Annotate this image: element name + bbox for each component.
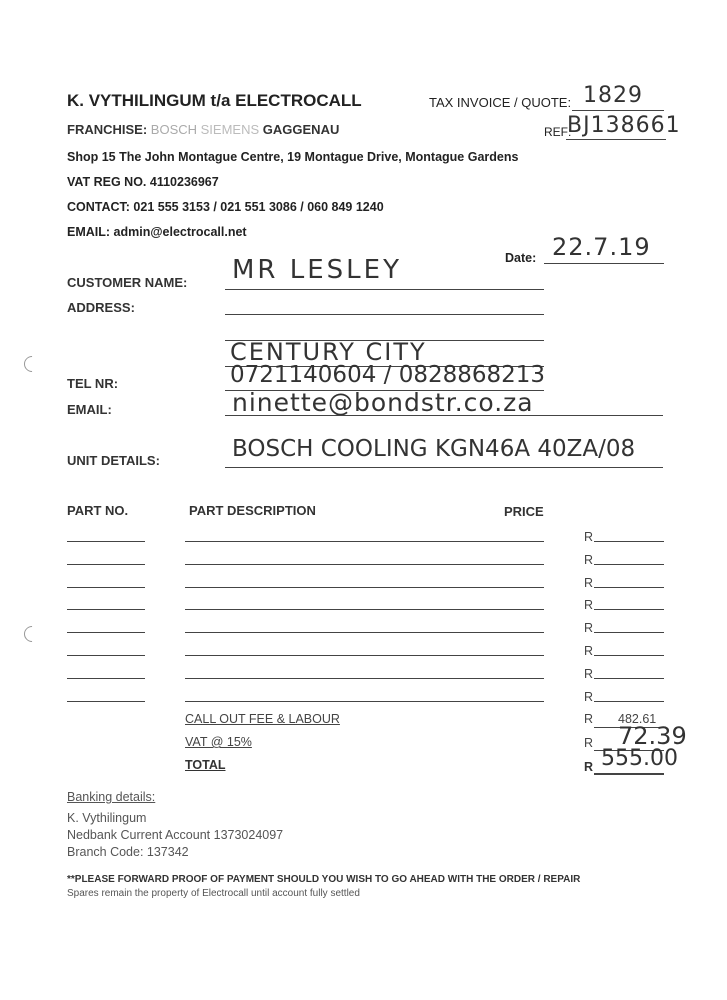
price-currency: R bbox=[584, 644, 594, 658]
price-currency: R bbox=[584, 553, 594, 567]
email-line bbox=[225, 415, 663, 416]
part-description-line bbox=[185, 632, 544, 633]
part-description-line bbox=[185, 541, 544, 542]
price-header: PRICE bbox=[504, 504, 544, 519]
part-no-line bbox=[67, 587, 145, 588]
customer-name-line bbox=[225, 289, 544, 290]
part-description-line bbox=[185, 609, 544, 610]
tel-value: 0721140604 / 0828868213 bbox=[230, 362, 546, 388]
shop-address: Shop 15 The John Montague Centre, 19 Montague Drive, Montague Gardens bbox=[67, 150, 519, 164]
business-name: K. VYTHILINGUM t/a ELECTROCALL bbox=[67, 91, 362, 110]
banking-title: Banking details: bbox=[67, 790, 156, 804]
banking-holder: K. Vythilingum bbox=[67, 811, 147, 825]
customer-name-value: MR LESLEY bbox=[232, 255, 402, 285]
price-line bbox=[594, 609, 664, 610]
vat-label: VAT @ 15% bbox=[185, 735, 252, 749]
ref-line bbox=[566, 139, 666, 140]
part-no-line bbox=[67, 678, 145, 679]
invoice-label: TAX INVOICE / QUOTE: bbox=[429, 95, 572, 110]
part-description-line bbox=[185, 655, 544, 656]
part-no-line bbox=[67, 609, 145, 610]
franchise-gaggenau: GAGGENAU bbox=[262, 122, 340, 137]
price-currency: R bbox=[584, 690, 594, 704]
email-label: EMAIL: bbox=[67, 402, 112, 417]
franchise-siemens: SIEMENS bbox=[200, 122, 260, 137]
part-no-line bbox=[67, 541, 145, 542]
vat-value: 72.39 bbox=[618, 722, 687, 750]
contact-numbers: CONTACT: 021 555 3153 / 021 551 3086 / 060 849 1240 bbox=[67, 200, 384, 214]
banking-branch: Branch Code: 137342 bbox=[67, 845, 189, 859]
email-value: ninette@bondstr.co.za bbox=[232, 388, 534, 417]
address-line-1 bbox=[225, 314, 544, 315]
part-no-line bbox=[67, 655, 145, 656]
price-line bbox=[594, 541, 664, 542]
date-line bbox=[544, 263, 664, 264]
total-currency: R bbox=[584, 760, 594, 774]
payment-notice: **PLEASE FORWARD PROOF OF PAYMENT SHOULD YOU WISH TO GO AHEAD WITH THE ORDER / REPAIR bbox=[67, 874, 581, 885]
price-currency: R bbox=[584, 530, 594, 544]
callout-fee-value: 482.61 bbox=[618, 712, 657, 726]
price-line bbox=[594, 587, 664, 588]
date-value: 22.7.19 bbox=[552, 233, 651, 261]
banking-account: Nedbank Current Account 1373024097 bbox=[67, 828, 284, 842]
part-no-line bbox=[67, 564, 145, 565]
address-label: ADDRESS: bbox=[67, 300, 135, 315]
date-label: Date: bbox=[505, 251, 537, 265]
invoice-number-line bbox=[572, 110, 664, 111]
franchise-bosch: BOSCH bbox=[150, 122, 198, 137]
price-line bbox=[594, 564, 664, 565]
vat-reg: VAT REG NO. 4110236967 bbox=[67, 175, 219, 189]
price-line bbox=[594, 632, 664, 633]
part-description-line bbox=[185, 564, 544, 565]
price-currency: R bbox=[584, 598, 594, 612]
invoice-number: 1829 bbox=[583, 83, 643, 108]
franchise-line bbox=[67, 122, 339, 137]
unit-details-label: UNIT DETAILS: bbox=[67, 453, 160, 468]
price-currency: R bbox=[584, 576, 594, 590]
price-line bbox=[594, 655, 664, 656]
unit-details-line bbox=[225, 467, 663, 468]
part-no-line bbox=[67, 632, 145, 633]
part-description-line bbox=[185, 701, 544, 702]
price-line bbox=[594, 678, 664, 679]
price-currency: R bbox=[584, 667, 594, 681]
part-description-header: PART DESCRIPTION bbox=[189, 503, 316, 518]
spares-note: Spares remain the property of Electrocall until account fully settled bbox=[67, 888, 360, 899]
tel-label: TEL NR: bbox=[67, 376, 119, 391]
total-label: TOTAL bbox=[185, 758, 226, 772]
price-line bbox=[594, 701, 664, 702]
ref-label: REF: bbox=[544, 125, 572, 139]
unit-details-value: BOSCH COOLING KGN46A 40ZA/08 bbox=[232, 436, 636, 462]
total-line bbox=[594, 773, 664, 775]
punch-hole-top bbox=[21, 353, 44, 376]
price-currency: R bbox=[584, 621, 594, 635]
address-value: CENTURY CITY bbox=[230, 338, 427, 366]
part-no-line bbox=[67, 701, 145, 702]
business-email: EMAIL: admin@electrocall.net bbox=[67, 225, 247, 239]
callout-currency: R bbox=[584, 712, 594, 726]
vat-currency: R bbox=[584, 736, 594, 750]
part-description-line bbox=[185, 678, 544, 679]
total-value: 555.00 bbox=[601, 746, 678, 771]
callout-fee-label: CALL OUT FEE & LABOUR bbox=[185, 712, 340, 726]
ref-value: BJ138661 bbox=[567, 113, 681, 138]
part-no-header: PART NO. bbox=[67, 503, 129, 518]
customer-name-label: CUSTOMER NAME: bbox=[67, 275, 188, 290]
franchise-label: FRANCHISE: bbox=[67, 122, 151, 137]
punch-hole-bottom bbox=[21, 623, 44, 646]
part-description-line bbox=[185, 587, 544, 588]
